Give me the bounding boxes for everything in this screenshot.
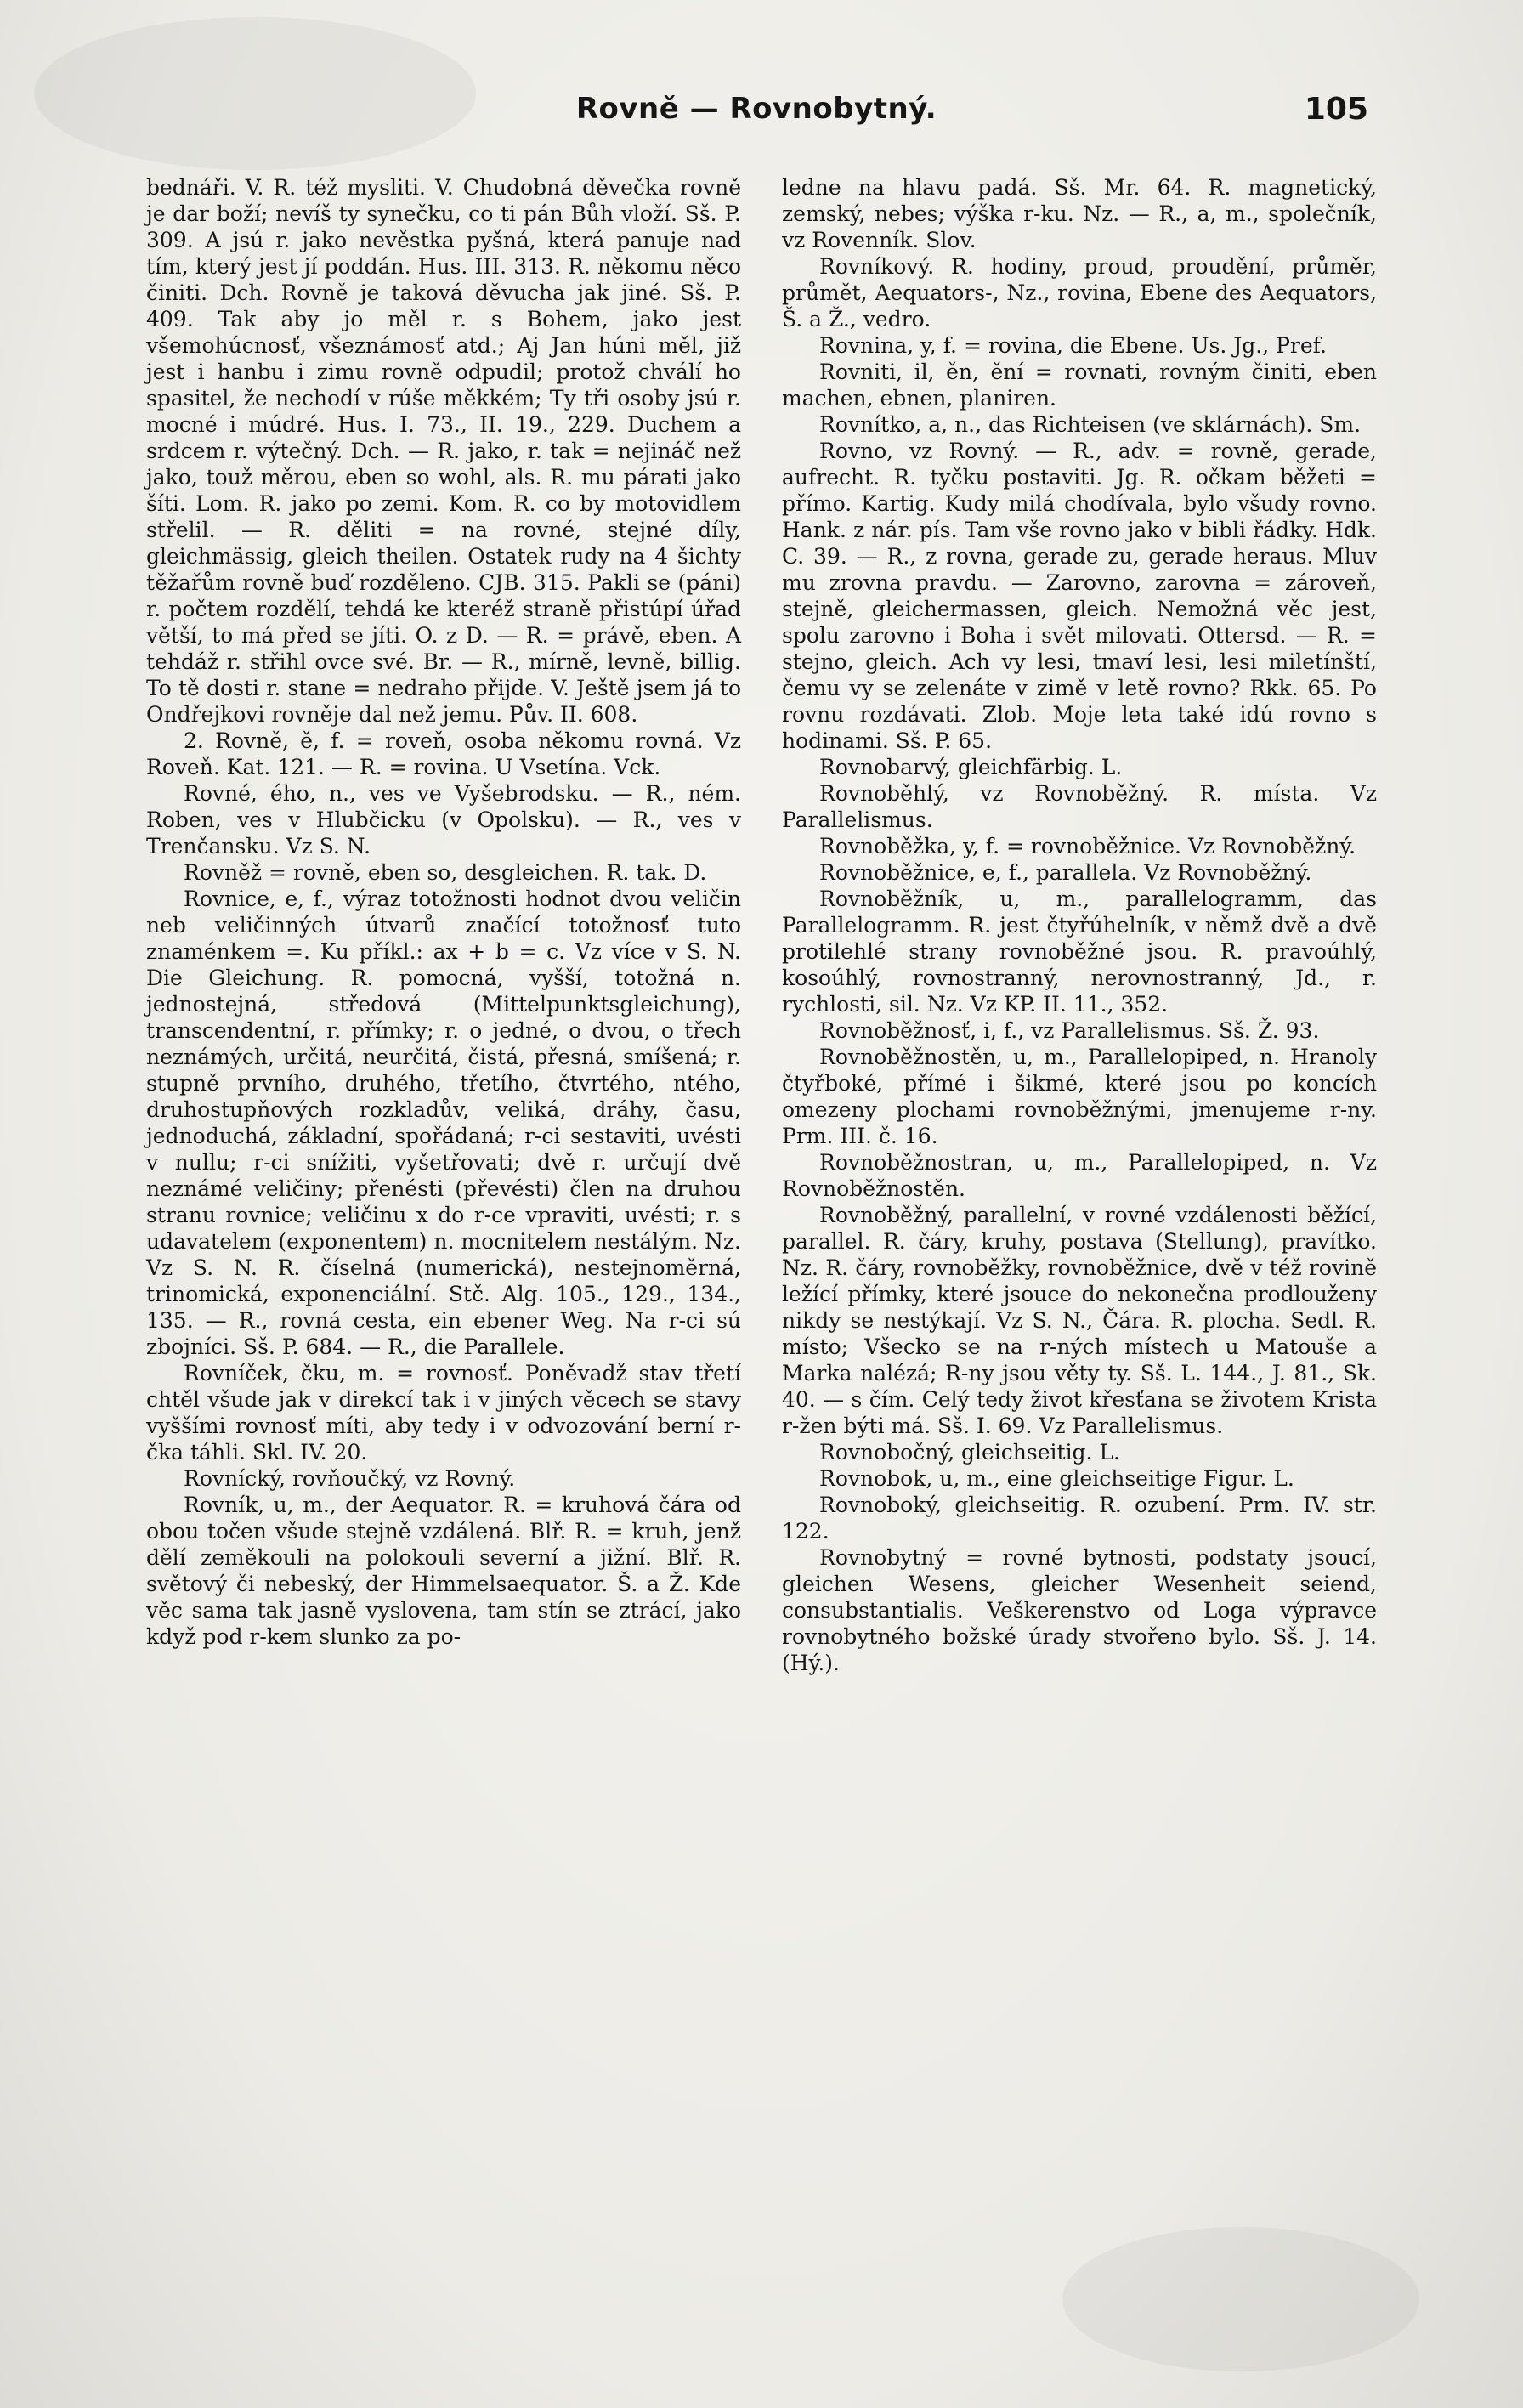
dictionary-entry: Rovnícký, rovňoučký, vz Rovný. xyxy=(184,1466,516,1491)
dictionary-entry: Rovnoboký, gleichseitig. R. ozubení. Prm. IV. str. 122. xyxy=(782,1493,1377,1544)
running-title: Rovně — Rovnobytný. xyxy=(575,92,937,126)
dictionary-entry: Rovnoběžka, y, f. = rovnoběžnice. Vz Rovnoběžný. xyxy=(819,834,1356,858)
dictionary-entry: 2. Rovně, ě, f. = roveň, osoba někomu rovná. Vz Roveň. Kat. 121. — R. = rovina. U Vsetína. Vck. xyxy=(146,728,741,779)
dictionary-entry: Rovnobok, u, m., eine gleichseitige Figur. L. xyxy=(819,1466,1294,1491)
dictionary-entry: Rovnice, e, f., výraz totožnosti hodnot dvou veličin neb veličinných útvarů značící totožnosť tuto znaménkem =. Ku příkl.: ax + b = c. Vz více v S. N. Die Gleichung. R. pomocná, vyšší, totožná n. jednostejná, středová (Mittelpunktsgleichung), transcendentní, r. přímky; r. o jedné, o dvou, o třech neznámých, určitá, neurčitá, čistá, přesná, smíšená; r. stupně prvního, druhého, třetího, čtvrtého, ntého, druhostupňových rozkladův, veliká, dráhy, času, jednoduchá, základní, spořádaná; r-ci sestaviti, uvésti v nullu; r-ci snížiti, vyšetřovati; dvě r. určují dvě neznámé veličiny; přenésti (převésti) člen na druhou stranu rovnice; veličinu x do r-ce vpraviti, uvésti; r. s udavatelem (exponentem) n. mocnitelem nestálým. Nz. Vz S. N. R. číselná (numerická), nestejnoměrná, trinomická, exponenciální. Stč. Alg. 105., 129., 134., 135. — R., rovná cesta, ein ebener Weg. Na r-ci sú zbojníci. Sš. P. 684. — R., die Parallele. xyxy=(146,887,741,1359)
dictionary-entry: Rovník, u, m., der Aequator. R. = kruhová čára od obou točen všude stejně vzdálená. Blř. R. = kruh, jenž dělí zeměkouli na polokouli severní a jižní. Blř. R. světový či nebeský, der Himmelsaequator. Š. a Ž. Kde věc sama tak jasně vyslovena, tam stín se ztrácí, jako když pod r-kem slunko za po- xyxy=(146,1493,741,1649)
dictionary-entry: Rovníček, čku, m. = rovnosť. Poněvadž stav třetí chtěl všude jak v direkcí tak i v jiných věcech se stavy vyššími rovnosť míti, aby tedy i v odvozování berní r-čka táhli. Skl. IV. 20. xyxy=(146,1361,741,1465)
dictionary-entry: Rovnobytný = rovné bytnosti, podstaty jsoucí, gleichen Wesens, gleicher Wesenheit seiend, consubstantialis. Veškerenstvo od Loga výpravce rovnobytného božské úrady stvořeno bylo. Sš. J. 14. (Hý.). xyxy=(782,1545,1377,1675)
dictionary-entry: Rovnobočný, gleichseitig. L. xyxy=(819,1440,1121,1465)
dictionary-entry: Rovnoběžnice, e, f., parallela. Vz Rovnoběžný. xyxy=(819,860,1312,885)
dictionary-entry: Rovniti, il, ěn, ění = rovnati, rovným činiti, eben machen, ebnen, planiren. xyxy=(782,360,1377,411)
left-column xyxy=(146,174,741,1650)
dictionary-entry: Rovnobarvý, gleichfärbig. L. xyxy=(819,755,1123,779)
dictionary-entry: Rovnoběžník, u, m., parallelogramm, das Parallelogramm. R. jest čtyřúhelník, v němž dvě a dvě protilehlé strany rovnoběžné jsou. R. pravoúhlý, kosoúhlý, rovnostranný, nerovnostranný, Jd., r. rychlosti, sil. Nz. Vz KP. II. 11., 352. xyxy=(782,887,1377,1017)
dictionary-entry: Rovnoběžnostěn, u, m., Parallelopiped, n. Hranoly čtyřboké, přímé i šikmé, které jsou po koncích omezeny plochami rovnoběžnými, jmenujeme r-ny. Prm. III. č. 16. xyxy=(782,1045,1377,1148)
dictionary-entry: Rovnoběžný, parallelní, v rovné vzdálenosti běžící, parallel. R. čáry, kruhy, postava (Stellung), pravítko. Nz. R. čáry, rovnoběžky, rovnoběžnice, dvě v též rovině ležící přímky, které jsouce do nekonečna prodlouženy nikdy se nestýkají. Vz S. N., Čára. R. plocha. Sedl. R. místo; Všecko se na r-ných místech u Matouše a Marka nalézá; R-ny jsou věty ty. Sš. L. 144., J. 81., Sk. 40. — s čím. Celý tedy život křesťana se životem Krista r-žen býti má. Sš. I. 69. Vz Parallelismus. xyxy=(782,1203,1377,1438)
dictionary-entry: Rovno, vz Rovný. — R., adv. = rovně, gerade, aufrecht. R. tyčku postaviti. Jg. R. očkam běžeti = přímo. Kartig. Kudy milá chodívala, bylo všudy rovno. Hank. z nár. pís. Tam vše rovno jako v bibli řádky. Hdk. C. 39. — R., z rovna, gerade zu, gerade heraus. Mluv mu zrovna pravdu. — Zarovno, zarovna = zároveň, stejně, gleichermassen, gleich. Nemožná věc jest, spolu zarovno i Boha i svět milovati. Ottersd. — R. = stejno, gleich. Ach vy lesi, tmaví lesi, lesi miletínští, čemu vy se zelenáte v zimě v letě rovno? Rkk. 65. Po rovnu rozdávati. Zlob. Moje leta také idú rovno s hodinami. Sš. P. 65. xyxy=(782,439,1377,753)
dictionary-entry: Rovnoběhlý, vz Rovnoběžný. R. místa. Vz Parallelismus. xyxy=(782,781,1377,832)
dictionary-entry: Rovnítko, a, n., das Richteisen (ve sklárnách). Sm. xyxy=(819,412,1362,437)
page-number: 105 xyxy=(1304,92,1368,127)
dictionary-entry: ledne na hlavu padá. Sš. Mr. 64. R. magnetický, zemský, nebes; výška r-ku. Nz. — R., a, m., společník, vz Rovenník. Slov. xyxy=(782,175,1377,252)
page-header xyxy=(144,92,1368,139)
dictionary-entry: Rovněž = rovně, eben so, desgleichen. R. tak. D. xyxy=(184,860,707,885)
right-column xyxy=(782,174,1377,1676)
dictionary-entry: bednáři. V. R. též mysliti. V. Chudobná děvečka rovně je dar boží; nevíš ty synečku, co ti pán Bůh vloží. Sš. P. 309. A jsú r. jako nevěstka pyšná, která panuje nad tím, který jest jí poddán. Hus. III. 313. R. někomu něco činiti. Dch. Rovně je taková děvucha jak jiné. Sš. P. 409. Tak aby jo měl r. s Bohem, jako jest všemohúcnosť, všeznámosť atd.; Aj Jan húni měl, již jest i hanbu i zimu rovně odpudil; protož chválí ho spasitel, že nechodí v rúše měkkém; Ty tři osoby jsú r. mocné i múdré. Hus. I. 73., II. 19., 229. Duchem a srdcem r. výtečný. Dch. — R. jako, r. tak = nejináč než jako, touž měrou, eben so wohl, als. R. mu párati jako šíti. Lom. R. jako po zemi. Kom. R. co by motovidlem střelil. — R. děliti = na rovné, stejné díly, gleichmässig, gleich theilen. Ostatek rudy na 4 šichty těžařům rovně buď rozděleno. CJB. 315. Pakli se (páni) r. počtem rozdělí, tehdá ke kteréž straně přistúpí úřad větší, to má před se jíti. O. z D. — R. = právě, eben. A tehdáž r. střihl ovce své. Br. — R., mírně, levně, billig. To tě dosti r. stane = nedraho přijde. V. Ještě jsem já to Ondřejkovi rovněje dal než jemu. Pův. II. 608. xyxy=(146,175,741,727)
dictionary-entry: Rovnoběžnostran, u, m., Parallelopiped, n. Vz Rovnoběžnostěn. xyxy=(782,1150,1377,1201)
dictionary-entry: Rovné, ého, n., ves ve Vyšebrodsku. — R., ném. Roben, ves v Hlubčicku (v Opolsku). — R., ves v Trenčansku. Vz S. N. xyxy=(146,781,741,858)
paper-stain xyxy=(1062,2227,1419,2371)
dictionary-entry: Rovnoběžnosť, i, f., vz Parallelismus. Sš. Ž. 93. xyxy=(819,1018,1320,1043)
dictionary-entry: Rovníkový. R. hodiny, proud, proudění, průměr, průmět, Aequators-, Nz., rovina, Ebene des Aequators, Š. a Ž., vedro. xyxy=(782,254,1377,331)
dictionary-entry: Rovnina, y, f. = rovina, die Ebene. Us. Jg., Pref. xyxy=(819,333,1327,358)
